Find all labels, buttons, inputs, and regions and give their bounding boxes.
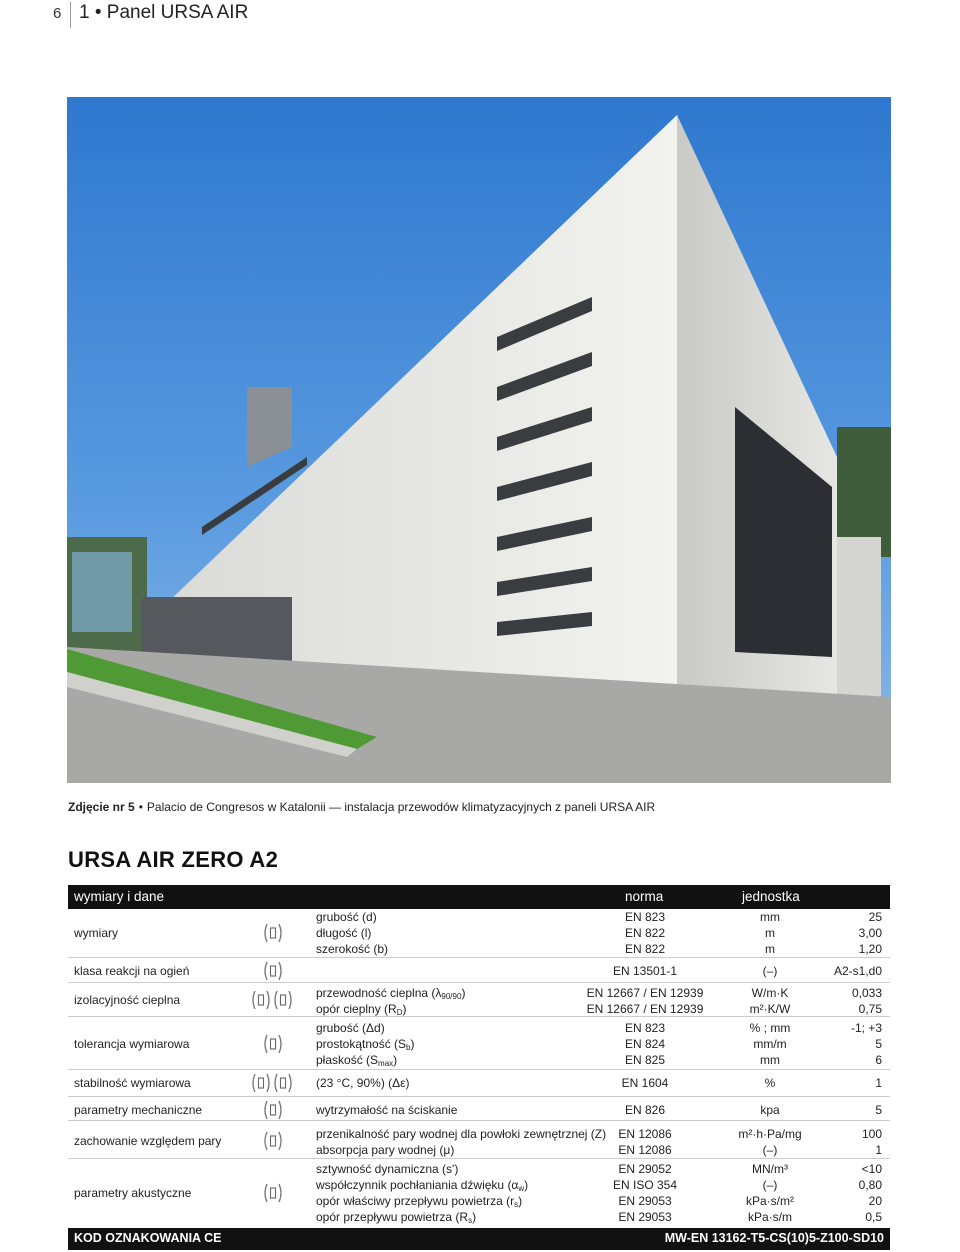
data-value: 0,033 bbox=[851, 986, 882, 1000]
property-text: opór właściwy przepływu powietrza (r bbox=[316, 1194, 515, 1208]
row-separator bbox=[68, 1158, 890, 1159]
norma-value: EN 29053 bbox=[618, 1210, 672, 1224]
property-subscript: s bbox=[468, 1216, 473, 1225]
unit-value: (–) bbox=[762, 1178, 778, 1192]
property-text: przewodność cieplna (λ bbox=[316, 986, 442, 1000]
thermal-icon bbox=[250, 988, 294, 1012]
row-separator bbox=[68, 1096, 890, 1097]
page-header bbox=[0, 0, 960, 34]
norma-value: EN 29053 bbox=[618, 1194, 672, 1208]
unit-value: m²·K/W bbox=[749, 1002, 791, 1016]
data-value: 6 bbox=[875, 1053, 882, 1067]
header-col-unit: jednostka bbox=[742, 889, 800, 904]
data-value: 3,00 bbox=[858, 926, 882, 940]
unit-value: (–) bbox=[762, 1143, 778, 1157]
property-text: prostokątność (S bbox=[316, 1037, 407, 1051]
property-text-end: ) bbox=[524, 1178, 529, 1192]
unit-value: W/m·K bbox=[751, 986, 789, 1000]
property-name bbox=[316, 1075, 410, 1091]
data-value: 100 bbox=[861, 1127, 882, 1141]
row-separator bbox=[68, 1069, 890, 1070]
unit-value: % bbox=[764, 1076, 776, 1090]
acoustic-icon bbox=[262, 1181, 284, 1205]
row-separator bbox=[68, 1120, 890, 1121]
property-text-end: ) bbox=[393, 1053, 398, 1067]
header-col-dimensions: wymiary i dane bbox=[74, 889, 165, 904]
property-name bbox=[316, 1001, 406, 1021]
norma-value: EN 1604 bbox=[621, 1076, 669, 1090]
fire-icon bbox=[262, 959, 284, 983]
property-subscript: 90/90 bbox=[441, 992, 462, 1001]
norma-value: EN 12086 bbox=[618, 1143, 672, 1157]
unit-value: kPa·s/m² bbox=[746, 1194, 794, 1208]
property-text-end: ) bbox=[402, 1002, 407, 1016]
data-value: A2-s1,d0 bbox=[833, 964, 882, 978]
photo-caption bbox=[68, 800, 655, 814]
unit-value: mm/m bbox=[753, 1037, 787, 1051]
ce-code-value: MW-EN 13162-T5-CS(10)5-Z100-SD10 bbox=[664, 1231, 884, 1245]
group-label: klasa reakcji na ogień bbox=[74, 964, 190, 978]
property-text: szerokość (b) bbox=[316, 942, 389, 956]
property-name bbox=[316, 1142, 454, 1158]
property-subscript: D bbox=[396, 1008, 403, 1017]
unit-value: m bbox=[765, 942, 775, 956]
property-text-end: ) bbox=[461, 986, 466, 1000]
group-label: parametry mechaniczne bbox=[74, 1103, 203, 1117]
norma-value: EN 12086 bbox=[618, 1127, 672, 1141]
group-label: parametry akustyczne bbox=[74, 1186, 192, 1200]
norma-value: EN ISO 354 bbox=[612, 1178, 678, 1192]
property-name bbox=[316, 1052, 397, 1072]
property-subscript: max bbox=[378, 1059, 394, 1068]
norma-value: EN 826 bbox=[624, 1103, 666, 1117]
data-value: 1,20 bbox=[858, 942, 882, 956]
norma-value: EN 823 bbox=[624, 910, 666, 924]
dimensions-icon bbox=[262, 921, 284, 945]
property-subscript: b bbox=[406, 1043, 411, 1052]
property-text: współczynnik pochłaniania dźwięku (α bbox=[316, 1178, 519, 1192]
tolerance-icon bbox=[262, 1032, 284, 1056]
mechanical-icon bbox=[262, 1098, 284, 1122]
norma-value: EN 12667 / EN 12939 bbox=[586, 986, 704, 1000]
property-name bbox=[316, 909, 377, 925]
row-separator bbox=[68, 957, 890, 958]
property-text: długość (l) bbox=[316, 926, 372, 940]
unit-value: (–) bbox=[762, 964, 778, 978]
data-value: 1 bbox=[875, 1143, 882, 1157]
header-divider bbox=[70, 2, 71, 28]
ce-code-label: KOD OZNAKOWANIA CE bbox=[74, 1231, 222, 1245]
page-title: 1 • Panel URSA AIR bbox=[79, 2, 249, 23]
property-name bbox=[316, 1209, 476, 1229]
unit-value: m²·h·Pa/mg bbox=[738, 1127, 802, 1141]
data-value: 0,5 bbox=[865, 1210, 882, 1224]
vapour-icon bbox=[262, 1129, 284, 1153]
unit-value: kPa·s/m bbox=[747, 1210, 792, 1224]
norma-value: EN 822 bbox=[624, 942, 666, 956]
data-value: 1 bbox=[875, 1076, 882, 1090]
building-photo bbox=[67, 97, 891, 783]
property-text: opór przepływu powietrza (R bbox=[316, 1210, 469, 1224]
table-header bbox=[68, 885, 890, 909]
property-text: przenikalność pary wodnej dla powłoki zewnętrznej (Z) bbox=[316, 1127, 607, 1141]
data-value: -1; +3 bbox=[850, 1021, 882, 1035]
property-text: wytrzymałość na ściskanie bbox=[316, 1103, 458, 1117]
property-name bbox=[316, 1102, 457, 1118]
stability-icon bbox=[250, 1071, 294, 1095]
caption-bullet: • bbox=[138, 800, 143, 814]
group-label: zachowanie względem pary bbox=[74, 1134, 222, 1148]
data-value: 0,80 bbox=[858, 1178, 882, 1192]
property-text: sztywność dynamiczna (s') bbox=[316, 1162, 459, 1176]
property-text: grubość (d) bbox=[316, 910, 377, 924]
property-text-end: ) bbox=[518, 1194, 523, 1208]
norma-value: EN 822 bbox=[624, 926, 666, 940]
row-separator bbox=[68, 982, 890, 983]
unit-value: MN/m³ bbox=[752, 1162, 788, 1176]
header-col-norma: norma bbox=[625, 889, 664, 904]
data-value: 5 bbox=[875, 1037, 882, 1051]
caption-label: Zdjęcie nr 5 bbox=[68, 800, 135, 814]
property-subscript: s bbox=[514, 1200, 519, 1209]
property-name bbox=[316, 925, 371, 941]
norma-value: EN 29052 bbox=[618, 1162, 672, 1176]
data-value: 25 bbox=[868, 910, 882, 924]
product-title: URSA AIR ZERO A2 bbox=[68, 847, 279, 872]
data-value: 5 bbox=[875, 1103, 882, 1117]
property-name bbox=[316, 1161, 458, 1177]
norma-value: EN 824 bbox=[624, 1037, 666, 1051]
unit-value: mm bbox=[760, 1053, 780, 1067]
group-label: tolerancja wymiarowa bbox=[74, 1037, 190, 1051]
unit-value: % ; mm bbox=[749, 1021, 791, 1035]
data-value: <10 bbox=[861, 1162, 882, 1176]
unit-value: mm bbox=[760, 910, 780, 924]
unit-value: kpa bbox=[760, 1103, 780, 1117]
group-label: wymiary bbox=[74, 926, 118, 940]
ce-code-bar bbox=[68, 1228, 890, 1250]
norma-value: EN 13501-1 bbox=[612, 964, 678, 978]
unit-value: m bbox=[765, 926, 775, 940]
norma-value: EN 823 bbox=[624, 1021, 666, 1035]
property-text-end: ) bbox=[472, 1210, 477, 1224]
property-text: płaskość (S bbox=[316, 1053, 379, 1067]
property-text-end: ) bbox=[410, 1037, 415, 1051]
property-text: opór cieplny (R bbox=[316, 1002, 397, 1016]
norma-value: EN 12667 / EN 12939 bbox=[586, 1002, 704, 1016]
property-text: (23 °C, 90%) (Δε) bbox=[316, 1076, 410, 1090]
page-number: 6 bbox=[53, 5, 62, 22]
property-text: absorpcja pary wodnej (μ) bbox=[316, 1143, 455, 1157]
data-value: 0,75 bbox=[858, 1002, 882, 1016]
data-value: 20 bbox=[868, 1194, 882, 1208]
caption-text: Palacio de Congresos w Katalonii — instalacja przewodów klimatyzacyjnych z paneli URSA AIR bbox=[146, 800, 656, 814]
property-subscript: w bbox=[518, 1184, 525, 1193]
norma-value: EN 825 bbox=[624, 1053, 666, 1067]
property-name bbox=[316, 941, 388, 957]
group-label: stabilność wymiarowa bbox=[74, 1076, 191, 1090]
property-name bbox=[316, 1020, 385, 1036]
group-label: izolacyjność cieplna bbox=[74, 993, 181, 1007]
property-text: grubość (Δd) bbox=[316, 1021, 385, 1035]
